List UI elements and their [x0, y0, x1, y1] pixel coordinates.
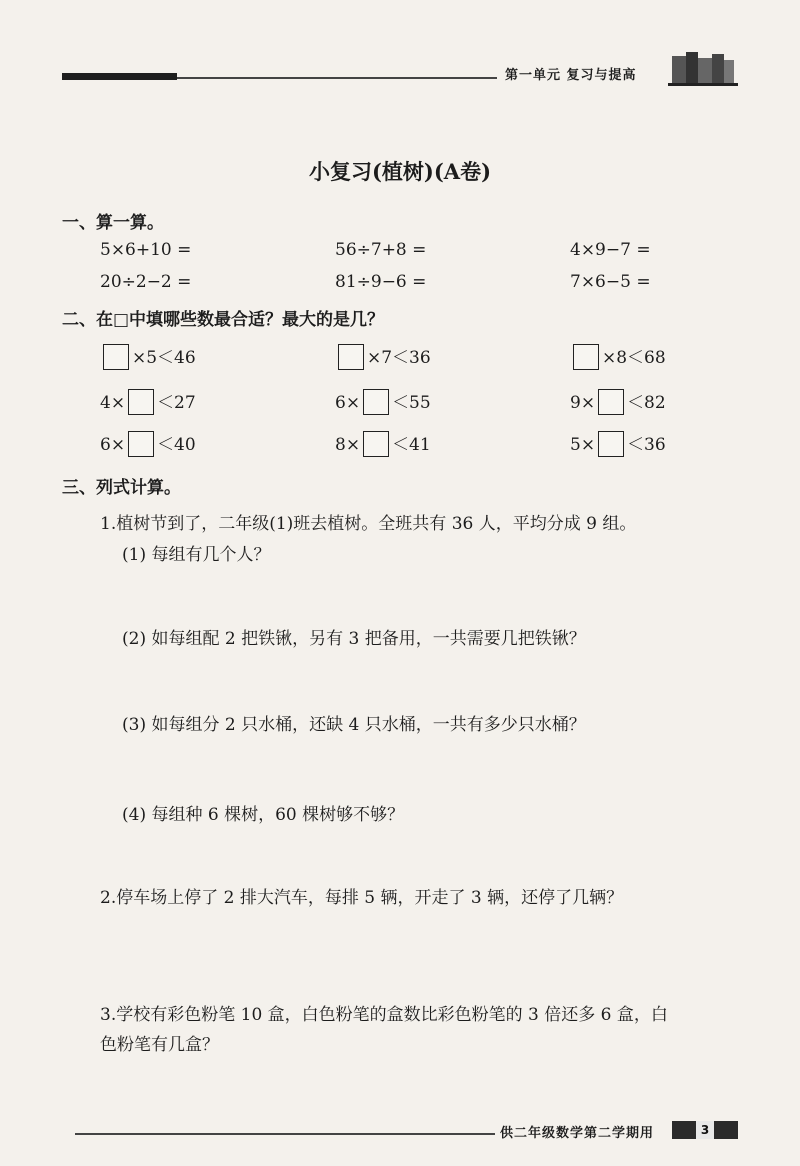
- inequality: 6× ＜40: [100, 430, 196, 457]
- inequality: 9× ＜82: [570, 388, 666, 415]
- question-3-line-2: 色粉笔有几盒？: [100, 1035, 219, 1055]
- equation: 5×6+10 =: [100, 240, 192, 260]
- header-rule: [177, 77, 497, 79]
- inequality: 6× ＜55: [335, 388, 431, 415]
- inequality: ×8＜68: [570, 343, 666, 370]
- section-3-heading: 三、列式计算。: [62, 478, 181, 498]
- answer-box[interactable]: [128, 431, 154, 457]
- question-2: 2.停车场上停了 2 排大汽车，每排 5 辆，开走了 3 辆，还停了几辆？: [100, 888, 624, 908]
- inequality: ×5＜46: [100, 343, 196, 370]
- page-title: 小复习(植树)(A卷): [308, 159, 492, 184]
- header-unit: 第一单元 复习与提高: [505, 68, 637, 83]
- question-1: 1.植树节到了，二年级(1)班去植树。全班共有 36 人，平均分成 9 组。: [100, 514, 637, 534]
- footer-text: 供二年级数学第二学期用: [500, 1126, 655, 1141]
- section-1-heading: 一、算一算。: [62, 213, 164, 233]
- inequality: 4× ＜27: [100, 388, 196, 415]
- answer-box[interactable]: [103, 344, 129, 370]
- equation: 81÷9−6 =: [335, 272, 427, 292]
- answer-box[interactable]: [363, 389, 389, 415]
- answer-box[interactable]: [338, 344, 364, 370]
- question-1-3: (3) 如每组分 2 只水桶，还缺 4 只水桶，一共有多少只水桶？: [122, 715, 586, 735]
- question-3-line-1: 3.学校有彩色粉笔 10 盒，白色粉笔的盒数比彩色粉笔的 3 倍还多 6 盒，白: [100, 1005, 668, 1025]
- answer-box[interactable]: [573, 344, 599, 370]
- inequality: ×7＜36: [335, 343, 431, 370]
- inequality: 5× ＜36: [570, 430, 666, 457]
- question-1-4: (4) 每组种 6 棵树，60 棵树够不够？: [122, 805, 405, 825]
- page-number: 3: [696, 1121, 714, 1139]
- question-1-1: (1) 每组有几个人？: [122, 545, 271, 565]
- section-2-heading: 二、在□中填哪些数最合适？最大的是几？: [62, 310, 385, 330]
- answer-box[interactable]: [128, 389, 154, 415]
- answer-box[interactable]: [598, 389, 624, 415]
- answer-box[interactable]: [363, 431, 389, 457]
- equation: 56÷7+8 =: [335, 240, 427, 260]
- header-bar: [62, 73, 177, 80]
- equation: 20÷2−2 =: [100, 272, 192, 292]
- footer-rule: [75, 1133, 495, 1135]
- question-1-2: (2) 如每组配 2 把铁锹，另有 3 把备用，一共需要几把铁锹？: [122, 629, 586, 649]
- inequality: 8× ＜41: [335, 430, 431, 457]
- answer-box[interactable]: [598, 431, 624, 457]
- equation: 4×9−7 =: [570, 240, 651, 260]
- books-icon: [668, 46, 738, 86]
- equation: 7×6−5 =: [570, 272, 651, 292]
